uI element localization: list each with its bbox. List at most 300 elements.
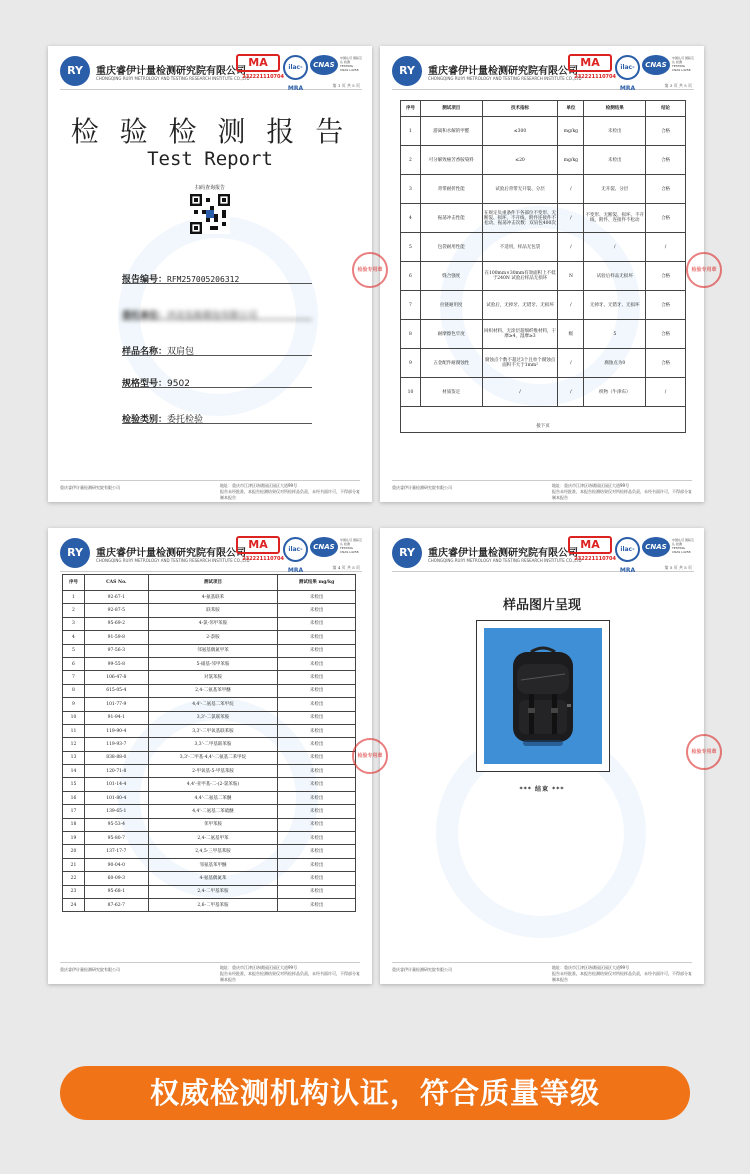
table-cell: 未检出 xyxy=(278,684,356,697)
table-cell: 2,6-二甲基苯胺 xyxy=(148,898,278,911)
table-cell: 合格 xyxy=(646,175,686,204)
table-cell: 2,4-二氨基苯甲醚 xyxy=(148,684,278,697)
table-cell: / xyxy=(584,233,646,262)
page-number: 第 4 页 共 5 页 xyxy=(332,565,360,570)
table-cell: 合格 xyxy=(646,117,686,146)
footer-disclaimer: 报告未经批准，本报告检测结果仅对所检样品负责，未经书面许可，不得部分复制本报告 xyxy=(220,971,360,982)
table-cell: 95-80-7 xyxy=(84,832,148,845)
table-cell: 背带耐折性能 xyxy=(420,175,482,204)
table-row xyxy=(63,791,356,804)
table-row xyxy=(63,738,356,751)
cma-number: 232221110704 xyxy=(242,74,284,80)
table-header-cell: 序号 xyxy=(401,101,421,117)
table-cell: ≤20 xyxy=(482,146,558,175)
table-cell: 7 xyxy=(401,291,421,320)
table-cell: 24 xyxy=(63,898,85,911)
table-row xyxy=(401,378,686,407)
table-cell: 2,4-二甲基苯胺 xyxy=(148,885,278,898)
table-cell: 615-05-4 xyxy=(84,684,148,697)
table-cell: 8 xyxy=(63,684,85,697)
table-cell: 2-甲氧基-5-甲基苯胺 xyxy=(148,765,278,778)
table-row xyxy=(63,885,356,898)
table-cell: 不变形、无断裂、损坏、不开线，附件、连接件不松动 xyxy=(584,204,646,233)
table-cell: 未检出 xyxy=(278,818,356,831)
institute-logo: RY xyxy=(392,56,422,86)
table-row xyxy=(63,898,356,911)
table-cell: 14 xyxy=(63,765,85,778)
table-cell: 五金配件耐腐蚀性 xyxy=(420,349,482,378)
table-cell: 未检出 xyxy=(278,885,356,898)
table-cell: 99-55-8 xyxy=(84,657,148,670)
table-cell: 合格 xyxy=(646,204,686,233)
table-row xyxy=(63,765,356,778)
table-row xyxy=(401,320,686,349)
table-cell: 90-04-0 xyxy=(84,858,148,871)
cnas-logo: CNAS xyxy=(642,537,670,557)
table-cell: 2-萘胺 xyxy=(148,631,278,644)
institute-logo: RY xyxy=(392,538,422,568)
footer-address: 地址：重庆市江津区珞璜园区园区大道99号 xyxy=(552,483,630,488)
cnas-logo: CNAS xyxy=(310,537,338,557)
table-cell: 未检出 xyxy=(278,631,356,644)
report-page-cover xyxy=(48,46,372,502)
table-cell: / xyxy=(558,233,584,262)
table-cell: 4-氨基偶氮苯 xyxy=(148,872,278,885)
table-header-cell: 结论 xyxy=(646,101,686,117)
table-row xyxy=(401,349,686,378)
table-cell: 4,4'-二氨基二苯甲烷 xyxy=(148,698,278,711)
cnas-logo: CNAS xyxy=(310,55,338,75)
institute-name: 重庆睿伊计量检测研究院有限公司 xyxy=(96,66,246,77)
institute-name: 重庆睿伊计量检测研究院有限公司 xyxy=(428,548,578,559)
institute-logo: RY xyxy=(60,56,90,86)
table-cell: 缝合强度 xyxy=(420,262,482,291)
footer-note xyxy=(552,965,692,983)
table-cell: 级 xyxy=(558,320,584,349)
table-cell: 22 xyxy=(63,872,85,885)
table-cell: 未检出 xyxy=(278,604,356,617)
table-cell: 10 xyxy=(401,378,421,407)
table-row xyxy=(63,631,356,644)
table-cell: 101-77-9 xyxy=(84,698,148,711)
report-footer xyxy=(60,480,360,500)
table-cell: 包袋耐用性能 xyxy=(420,233,482,262)
table-cell: 120-71-8 xyxy=(84,765,148,778)
results-table-wrap xyxy=(400,100,686,433)
table-cell: 23 xyxy=(63,885,85,898)
table-cell: 6 xyxy=(401,262,421,291)
table-row xyxy=(63,671,356,684)
page-number: 第 1 页 共 5 页 xyxy=(332,83,360,88)
table-cell: 未检出 xyxy=(278,698,356,711)
table-cell: 15 xyxy=(63,778,85,791)
report-header xyxy=(60,54,362,90)
cma-number: 232221110704 xyxy=(574,74,616,80)
table-cell: 95-68-1 xyxy=(84,885,148,898)
table-cell: mg/kg xyxy=(558,146,584,175)
table-cell: 腐蚀点个数不超过3个且单个腐蚀点面积不大于1mm² xyxy=(482,349,558,378)
footer-disclaimer: 报告未经批准，本报告检测结果仅对所检样品负责，未经书面许可，不得部分复制本报告 xyxy=(552,489,692,500)
table-cell: 回织材料、无涂层超细纤维材料，干摩≥4，湿摩≥3 xyxy=(482,320,558,349)
table-cell: 4 xyxy=(401,204,421,233)
table-cell: / xyxy=(558,378,584,407)
table-cell: 4 xyxy=(63,631,85,644)
table-cell: 3,3'-二甲基-4,4'-二氨基二苯甲烷 xyxy=(148,751,278,764)
table-cell: 16 xyxy=(63,791,85,804)
certification-banner: 权威检测机构认证，符合质量等级 xyxy=(60,1066,690,1120)
institute-name-en: CHONGQING RUIYI METROLOGY AND TESTING RESEARCH INSTITUTE CO.,LTD xyxy=(96,558,250,563)
table-row xyxy=(63,818,356,831)
table-row xyxy=(63,644,356,657)
table-cell: / xyxy=(558,175,584,204)
table-cell: 7 xyxy=(63,671,85,684)
table-cell: 12 xyxy=(63,738,85,751)
table-header-cell: 检测结果 xyxy=(584,101,646,117)
field-label: 委托单位： xyxy=(122,311,168,321)
table-cell: 4-氨基联苯 xyxy=(148,591,278,604)
institute-logo: RY xyxy=(60,538,90,568)
table-row xyxy=(63,872,356,885)
table-row xyxy=(401,204,686,233)
table-cell: 60-09-3 xyxy=(84,872,148,885)
institute-name-en: CHONGQING RUIYI METROLOGY AND TESTING RESEARCH INSTITUTE CO.,LTD xyxy=(96,76,250,81)
table-row xyxy=(63,591,356,604)
table-row xyxy=(63,698,356,711)
report-page-sample-photo xyxy=(380,528,717,984)
table-cell: 4,4'-二氨基二苯硫醚 xyxy=(148,805,278,818)
cma-number: 232221110704 xyxy=(242,556,284,562)
footer-note xyxy=(220,965,360,983)
report-header xyxy=(60,536,362,572)
table-cell: 5 xyxy=(584,320,646,349)
table-header-cell: 技术指标 xyxy=(482,101,558,117)
table-cell: 材质鉴定 xyxy=(420,378,482,407)
table-cell: N xyxy=(558,262,584,291)
table-cell: 试验后，无掉牙、无错牙、无损坏 xyxy=(482,291,558,320)
table-row xyxy=(401,233,686,262)
table-row xyxy=(63,858,356,871)
table-cell: / xyxy=(482,378,558,407)
footer-address: 地址：重庆市江津区珞璜园区园区大道99号 xyxy=(552,965,630,970)
table-cell: 92-67-1 xyxy=(84,591,148,604)
table-cell: 游离和水解的甲醛 xyxy=(420,117,482,146)
table-cell: 可分解致癌芳香胺染料 xyxy=(420,146,482,175)
table-cell: 139-65-1 xyxy=(84,805,148,818)
cma-mark: MA xyxy=(236,536,280,554)
sample-photo xyxy=(484,628,602,764)
table-header-cell: 测试项目 xyxy=(420,101,482,117)
field-row xyxy=(122,412,312,424)
table-cell: 838-88-0 xyxy=(84,751,148,764)
ilac-mra-logo: ilac-MRA xyxy=(615,55,640,80)
field-value: 9502 xyxy=(167,379,190,389)
table-cell: 20 xyxy=(63,845,85,858)
field-label: 样品名称： xyxy=(122,347,168,357)
table-cell: 97-56-3 xyxy=(84,644,148,657)
cma-mark: MA xyxy=(568,536,612,554)
table-cell: 4,4'-亚甲基-二-(2-氯苯胺) xyxy=(148,778,278,791)
table-cell: / xyxy=(646,378,686,407)
table-cell: 邻甲苯胺 xyxy=(148,818,278,831)
table-cell: 106-47-8 xyxy=(84,671,148,684)
report-page-results xyxy=(380,46,717,502)
table-row xyxy=(63,832,356,845)
table-cell: 未检出 xyxy=(278,858,356,871)
field-row xyxy=(122,272,312,284)
table-cell: 4,4'-二氨基二苯醚 xyxy=(148,791,278,804)
table-cell: 5 xyxy=(63,644,85,657)
table-row xyxy=(63,751,356,764)
table-cell: 未检出 xyxy=(278,751,356,764)
table-row xyxy=(401,117,686,146)
cnas-caption: 中国认可 国际互认 检测 TESTING CNAS L4258 xyxy=(340,538,362,554)
field-value: RFM257005206312 xyxy=(167,275,240,284)
table-cell: ≤300 xyxy=(482,117,558,146)
table-cell: 对氯苯胺 xyxy=(148,671,278,684)
table-cell: 无掉牙、无错牙、无损坏 xyxy=(584,291,646,320)
footer-disclaimer: 报告未经批准，本报告检测结果仅对所检样品负责，未经书面许可，不得部分复制本报告 xyxy=(220,489,360,500)
table-cell: 未检出 xyxy=(278,591,356,604)
inspection-stamp: 检验专用章 xyxy=(352,738,388,774)
table-cell: / xyxy=(558,291,584,320)
table-cell: 在100mm×30mm有效面积上不低于240N 试验后样品无损坏 xyxy=(482,262,558,291)
institute-name-en: CHONGQING RUIYI METROLOGY AND TESTING RESEARCH INSTITUTE CO.,LTD xyxy=(428,76,582,81)
page-number: 第 3 页 共 5 页 xyxy=(664,83,692,88)
footer-org: 重庆睿伊计量检测研究院有限公司 xyxy=(392,967,452,972)
table-cell: 未检出 xyxy=(278,738,356,751)
table-cell: 91-59-8 xyxy=(84,631,148,644)
table-row xyxy=(63,604,356,617)
results-table xyxy=(400,100,686,433)
ilac-mra-logo: ilac-MRA xyxy=(283,55,308,80)
table-cell: 2,4,5-三甲基苯胺 xyxy=(148,845,278,858)
table-cell: 8 xyxy=(401,320,421,349)
table-row xyxy=(63,845,356,858)
cma-number: 232221110704 xyxy=(574,556,616,562)
table-cell: 未检出 xyxy=(278,791,356,804)
table-row xyxy=(401,175,686,204)
table-cell: 未检出 xyxy=(278,644,356,657)
table-cell: 101-80-4 xyxy=(84,791,148,804)
table-cell: 95-69-2 xyxy=(84,617,148,630)
table-row xyxy=(401,262,686,291)
report-page-amines xyxy=(48,528,372,984)
table-continued-row xyxy=(401,407,686,433)
table-cell: 95-53-4 xyxy=(84,818,148,831)
table-cell: 3 xyxy=(401,175,421,204)
cnas-caption: 中国认可 国际互认 检测 TESTING CNAS L4258 xyxy=(340,56,362,72)
page-number: 第 5 页 共 5 页 xyxy=(664,565,692,570)
inspection-stamp: 检验专用章 xyxy=(352,252,388,288)
table-cell: 92-87-5 xyxy=(84,604,148,617)
table-cell: 合格 xyxy=(646,291,686,320)
table-cell: 9 xyxy=(63,698,85,711)
table-header-cell: 测试结果 mg/kg xyxy=(278,575,356,591)
field-row xyxy=(122,344,312,356)
table-cell: 未检出 xyxy=(278,832,356,845)
table-cell: mg/kg xyxy=(558,117,584,146)
footer-address: 地址：重庆市江津区珞璜园区园区大道99号 xyxy=(220,483,298,488)
field-value: 河北伍航箱包有限公司 xyxy=(167,311,258,321)
table-cell: 119-93-7 xyxy=(84,738,148,751)
table-cell: 试验后样品无损坏 xyxy=(584,262,646,291)
table-cell: 3,3'-二甲氧基联苯胺 xyxy=(148,724,278,737)
field-label: 规格型号： xyxy=(122,379,168,389)
report-footer xyxy=(60,962,360,982)
table-header-cell: 序号 xyxy=(63,575,85,591)
qr-code xyxy=(190,194,230,234)
table-cell: 5-硝基-邻甲苯胺 xyxy=(148,657,278,670)
table-cell: 未检出 xyxy=(278,765,356,778)
table-header-row xyxy=(63,575,356,591)
institute-name-en: CHONGQING RUIYI METROLOGY AND TESTING RESEARCH INSTITUTE CO.,LTD xyxy=(428,558,582,563)
table-cell: 未检出 xyxy=(278,671,356,684)
table-header-row xyxy=(401,101,686,117)
report-footer xyxy=(392,480,692,500)
table-cell: 无开裂、分层 xyxy=(584,175,646,204)
table-cell: 未检出 xyxy=(278,657,356,670)
cnas-caption: 中国认可 国际互认 检测 TESTING CNAS L4258 xyxy=(672,56,694,72)
table-cell: 合格 xyxy=(646,262,686,291)
cma-mark: MA xyxy=(568,54,612,72)
table-cell: 2 xyxy=(63,604,85,617)
table-row xyxy=(63,778,356,791)
table-cell: 13 xyxy=(63,751,85,764)
table-cell: 试验后背带无开裂、分层 xyxy=(482,175,558,204)
table-cell: 未检出 xyxy=(584,146,646,175)
footer-address: 地址：重庆市江津区珞璜园区园区大道99号 xyxy=(220,965,298,970)
amine-table xyxy=(62,574,356,912)
continued-note: 接下页 xyxy=(401,407,686,433)
table-cell: 拉链耐用度 xyxy=(420,291,482,320)
table-cell: 119-90-4 xyxy=(84,724,148,737)
table-cell: 未检出 xyxy=(278,805,356,818)
table-cell: 腐蚀点为0 xyxy=(584,349,646,378)
table-cell: 6 xyxy=(63,657,85,670)
table-cell: 3,3'-二甲基联苯胺 xyxy=(148,738,278,751)
table-cell: 织物（牛津布） xyxy=(584,378,646,407)
sample-photo-frame xyxy=(476,620,610,772)
table-cell: 合格 xyxy=(646,320,686,349)
table-cell: / xyxy=(558,349,584,378)
table-cell: 91-94-1 xyxy=(84,711,148,724)
table-cell: 1 xyxy=(63,591,85,604)
footer-org: 重庆睿伊计量检测研究院有限公司 xyxy=(60,967,120,972)
table-cell: 11 xyxy=(63,724,85,737)
institute-name: 重庆睿伊计量检测研究院有限公司 xyxy=(428,66,578,77)
field-label: 检验类别： xyxy=(122,415,168,425)
table-cell: 10 xyxy=(63,711,85,724)
table-cell: 101-14-4 xyxy=(84,778,148,791)
amine-table-wrap xyxy=(62,574,356,912)
table-cell: 1 xyxy=(401,117,421,146)
table-row xyxy=(63,684,356,697)
table-row xyxy=(63,805,356,818)
field-label: 报告编号： xyxy=(122,275,168,285)
table-cell: 合格 xyxy=(646,349,686,378)
table-cell: / xyxy=(558,204,584,233)
field-value: 双肩包 xyxy=(167,347,195,357)
table-cell: 未检出 xyxy=(278,898,356,911)
table-cell: 4-氯-邻甲苯胺 xyxy=(148,617,278,630)
table-cell: 邻氨基苯甲醚 xyxy=(148,858,278,871)
report-title: 检 验 检 测 报 告 xyxy=(70,115,350,148)
report-header xyxy=(392,536,694,572)
field-row xyxy=(122,376,312,388)
table-cell: 未检出 xyxy=(278,711,356,724)
table-cell: 2 xyxy=(401,146,421,175)
table-header-cell: 测试项目 xyxy=(148,575,278,591)
backpack-image xyxy=(503,644,583,748)
report-footer xyxy=(392,962,692,982)
table-cell: 未检出 xyxy=(278,617,356,630)
table-cell: 不适用，样品无包袋 xyxy=(482,233,558,262)
table-cell: 21 xyxy=(63,858,85,871)
table-cell: 18 xyxy=(63,818,85,831)
table-cell: 振荡冲击性能 xyxy=(420,204,482,233)
footer-org: 重庆睿伊计量检测研究院有限公司 xyxy=(60,485,120,490)
qr-label: 扫码查询报告 xyxy=(194,185,225,191)
footer-note xyxy=(220,483,360,501)
institute-name: 重庆睿伊计量检测研究院有限公司 xyxy=(96,548,246,559)
table-cell: 3 xyxy=(63,617,85,630)
footer-note xyxy=(552,483,692,501)
table-row xyxy=(63,617,356,630)
table-row xyxy=(401,291,686,320)
table-cell: 2,4-二氨基甲苯 xyxy=(148,832,278,845)
field-row xyxy=(122,308,312,320)
table-cell: 17 xyxy=(63,805,85,818)
cma-mark: MA xyxy=(236,54,280,72)
table-cell: 未检出 xyxy=(278,872,356,885)
table-row xyxy=(63,711,356,724)
cnas-logo: CNAS xyxy=(642,55,670,75)
table-cell: 137-17-7 xyxy=(84,845,148,858)
table-cell: 未检出 xyxy=(584,117,646,146)
table-row xyxy=(401,146,686,175)
table-row xyxy=(63,724,356,737)
footer-disclaimer: 报告未经批准，本报告检测结果仅对所检样品负责，未经书面许可，不得部分复制本报告 xyxy=(552,971,692,982)
report-header xyxy=(392,54,694,90)
table-cell: 19 xyxy=(63,832,85,845)
inspection-stamp: 检验专用章 xyxy=(686,252,722,288)
cnas-caption: 中国认可 国际互认 检测 TESTING CNAS L4258 xyxy=(672,538,694,554)
table-cell: 在规定负重条件下各部位不变形、无断裂、损坏，不开线，附件连接件不松动，振荡冲击次数：双肩包400次 xyxy=(482,204,558,233)
table-cell: / xyxy=(646,233,686,262)
table-row xyxy=(63,657,356,670)
table-cell: 未检出 xyxy=(278,845,356,858)
ilac-mra-logo: ilac-MRA xyxy=(283,537,308,562)
field-value: 委托检验 xyxy=(167,415,204,425)
end-marker: *** 结束 *** xyxy=(519,786,565,793)
table-cell: 5 xyxy=(401,233,421,262)
table-cell: 合格 xyxy=(646,146,686,175)
table-cell: 未检出 xyxy=(278,778,356,791)
table-cell: 3,3'-二氯联苯胺 xyxy=(148,711,278,724)
footer-org: 重庆睿伊计量检测研究院有限公司 xyxy=(392,485,452,490)
table-header-cell: CAS No. xyxy=(84,575,148,591)
report-title-en: Test Report xyxy=(147,148,273,170)
inspection-stamp: 检验专用章 xyxy=(686,734,722,770)
photo-section-title: 样品图片呈现 xyxy=(502,598,581,613)
ilac-mra-logo: ilac-MRA xyxy=(615,537,640,562)
table-cell: 联苯胺 xyxy=(148,604,278,617)
table-cell: 9 xyxy=(401,349,421,378)
table-header-cell: 单位 xyxy=(558,101,584,117)
table-cell: 邻氨基偶氮甲苯 xyxy=(148,644,278,657)
table-cell: 未检出 xyxy=(278,724,356,737)
table-cell: 耐摩擦色牢度 xyxy=(420,320,482,349)
